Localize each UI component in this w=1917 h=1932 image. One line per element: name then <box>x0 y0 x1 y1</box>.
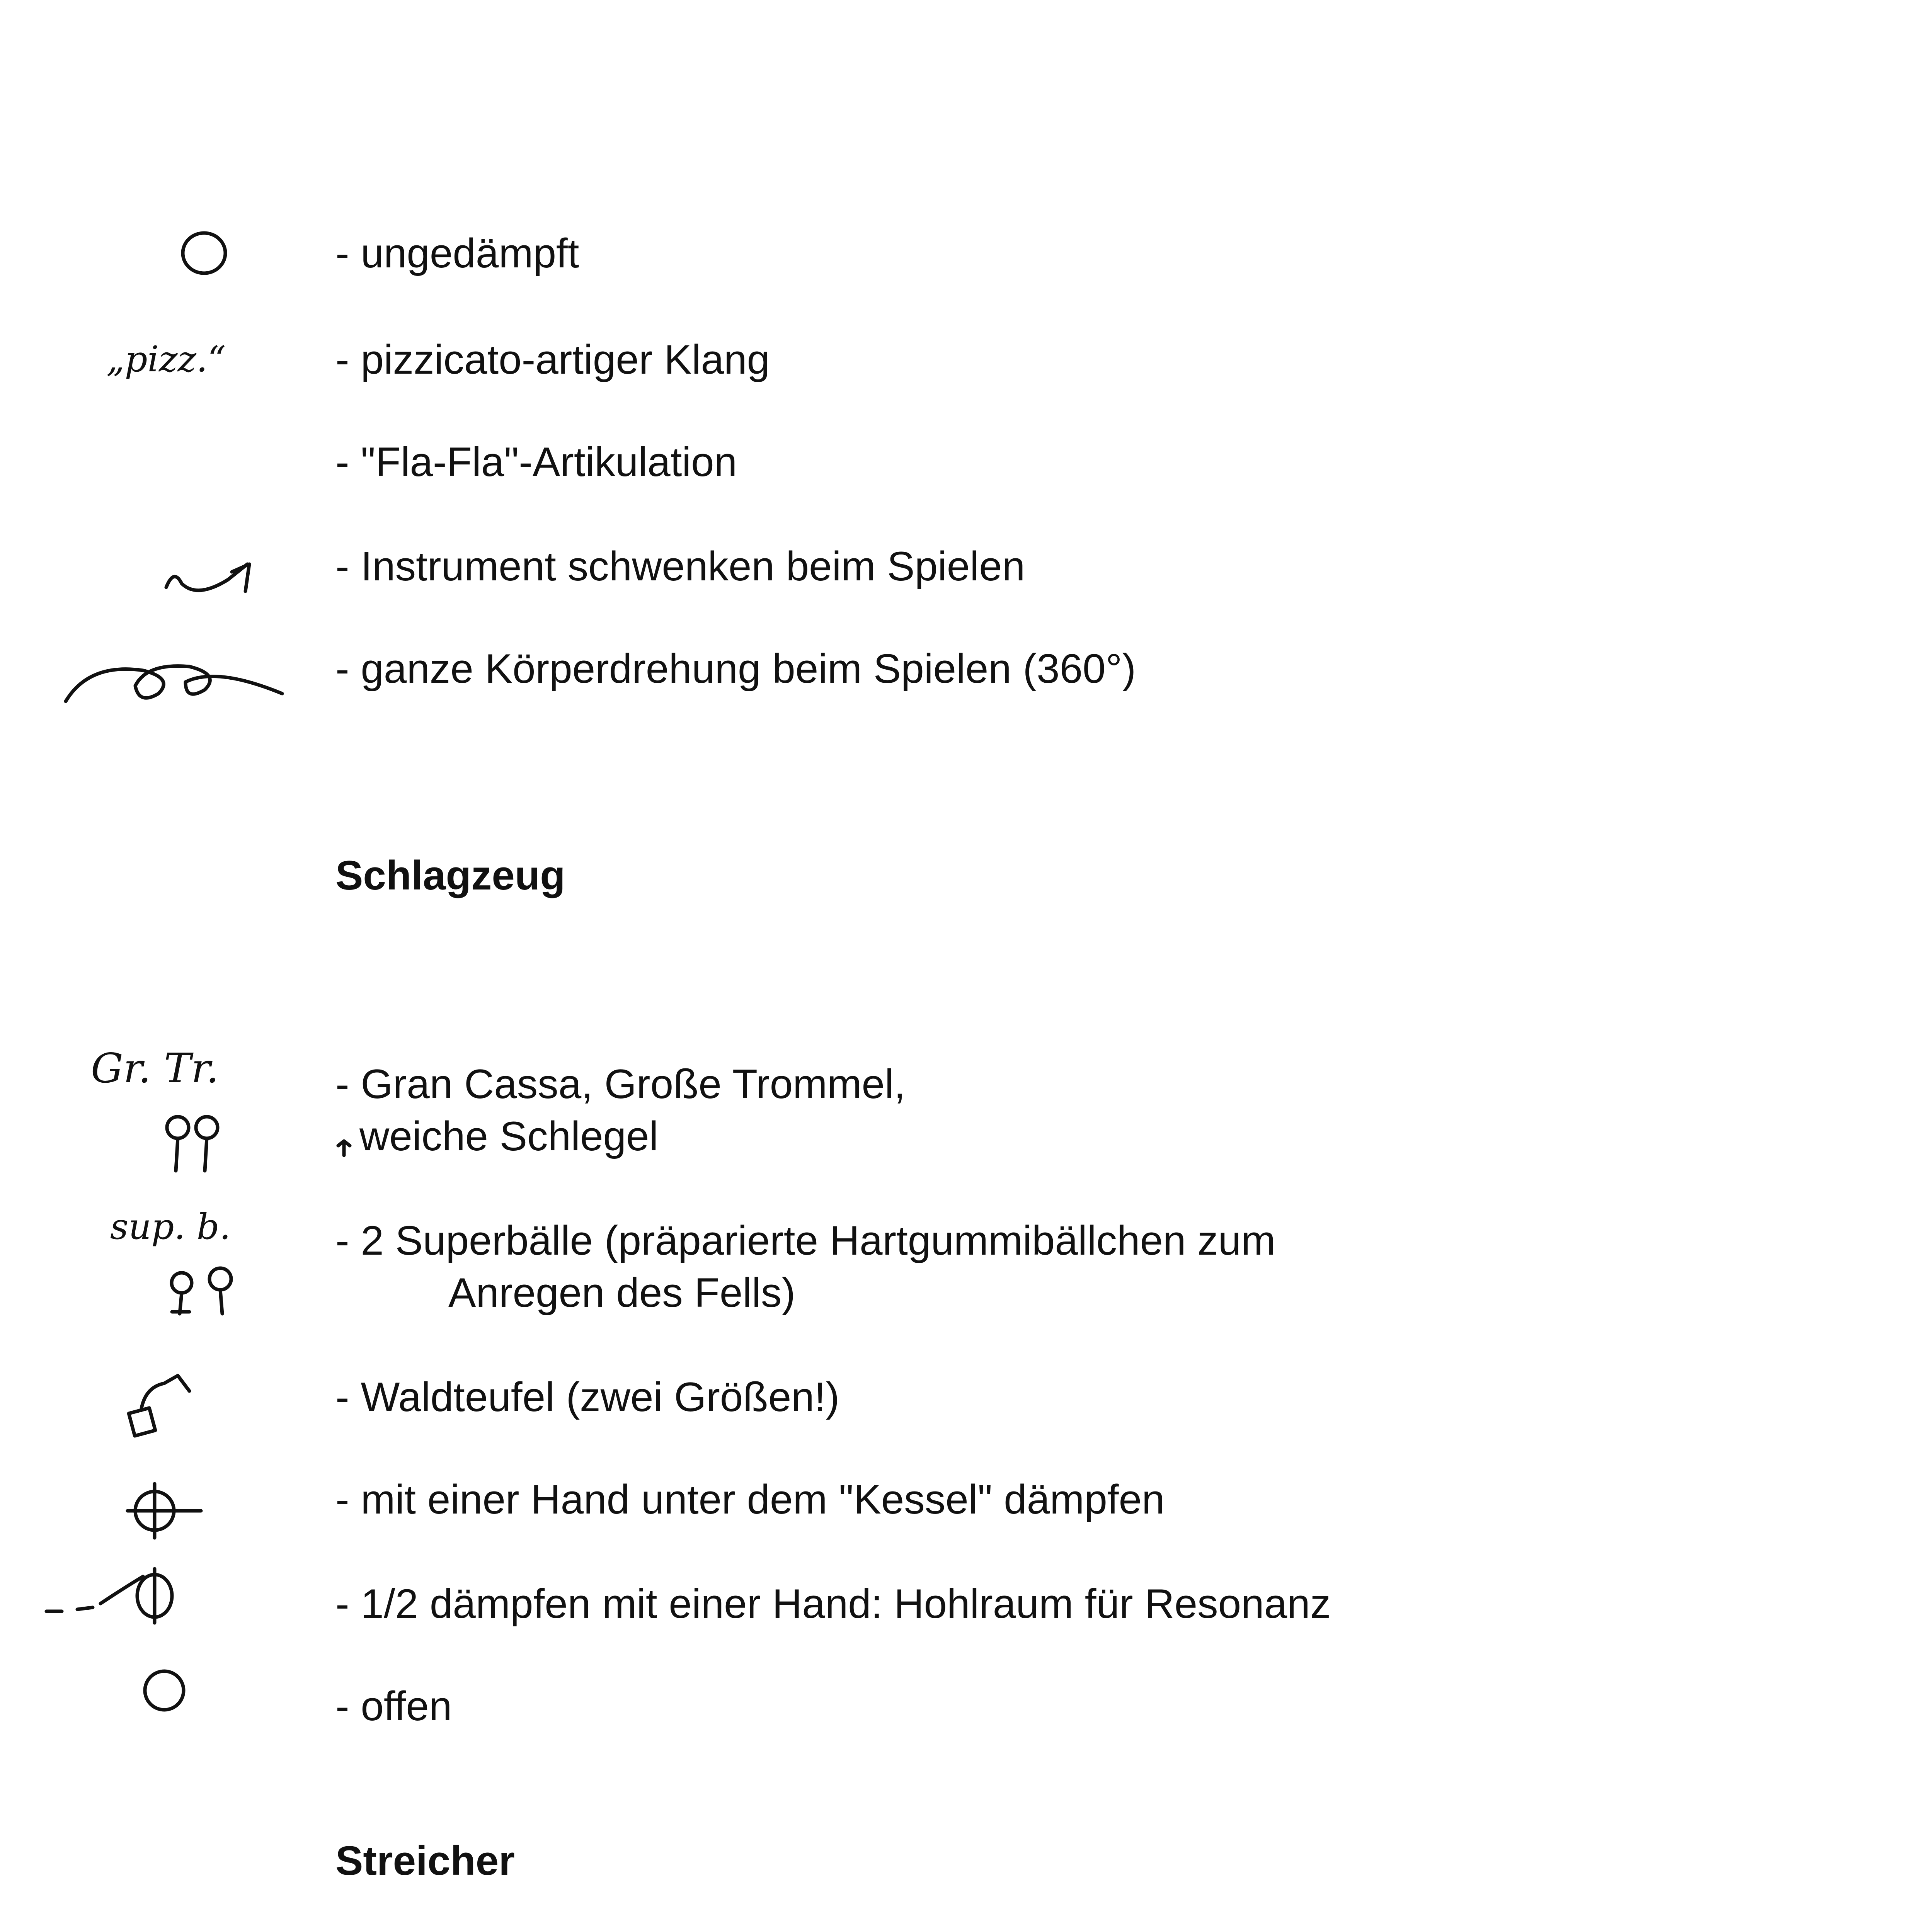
superball-symbol-label: sup. b. <box>110 1206 231 1247</box>
pizz-symbol-label: „pizz.“ <box>106 338 226 380</box>
superballs-icon <box>172 1268 231 1314</box>
circle-icon <box>145 1671 184 1710</box>
legend-text-ungedaempft: - ungedämpft <box>335 230 579 276</box>
legend-text-kessel-daempfen: - mit einer Hand unter dem "Kessel" dämpfen <box>335 1476 1165 1522</box>
swing-arrow-icon <box>166 564 249 591</box>
legend-text-gran-cassa-2: weiche Schlegel <box>359 1113 659 1159</box>
section-heading-streicher: Streicher <box>335 1837 515 1884</box>
section-heading-schlagzeug: Schlagzeug <box>335 852 565 898</box>
mallets-icon <box>167 1117 218 1171</box>
legend-text-pizz: - pizzicato-artiger Klang <box>335 336 770 383</box>
legend-text-superbaelle-2: Anregen des Fells) <box>448 1269 796 1316</box>
circle-icon <box>183 233 225 273</box>
crossed-circle-icon <box>128 1484 201 1538</box>
legend-text-waldteufel: - Waldteufel (zwei Größen!) <box>335 1374 840 1420</box>
legend-text-koerperdrehung: - ganze Körperdrehung beim Spielen (360°) <box>335 645 1136 692</box>
legend-text-offen: - offen <box>335 1683 452 1729</box>
legend-text-halb-daempfen: - 1/2 dämpfen mit einer Hand: Hohlraum für Resonanz <box>335 1580 1331 1627</box>
legend-text-gran-cassa: - Gran Cassa, Große Trommel, <box>335 1061 906 1107</box>
small-arrow-icon <box>338 1141 350 1155</box>
friction-drum-icon <box>129 1376 189 1436</box>
loop-line-icon <box>66 666 282 701</box>
legend-text-fla-fla: - "Fla-Fla"-Artikulation <box>335 439 737 485</box>
half-damp-icon <box>46 1569 172 1623</box>
legend-text-superbaelle: - 2 Superbälle (präparierte Hartgummibällchen zum <box>335 1217 1276 1264</box>
legend-text-schwenken: - Instrument schwenken beim Spielen <box>335 543 1025 589</box>
gran-cassa-symbol-label: Gr. Tr. <box>91 1045 219 1092</box>
